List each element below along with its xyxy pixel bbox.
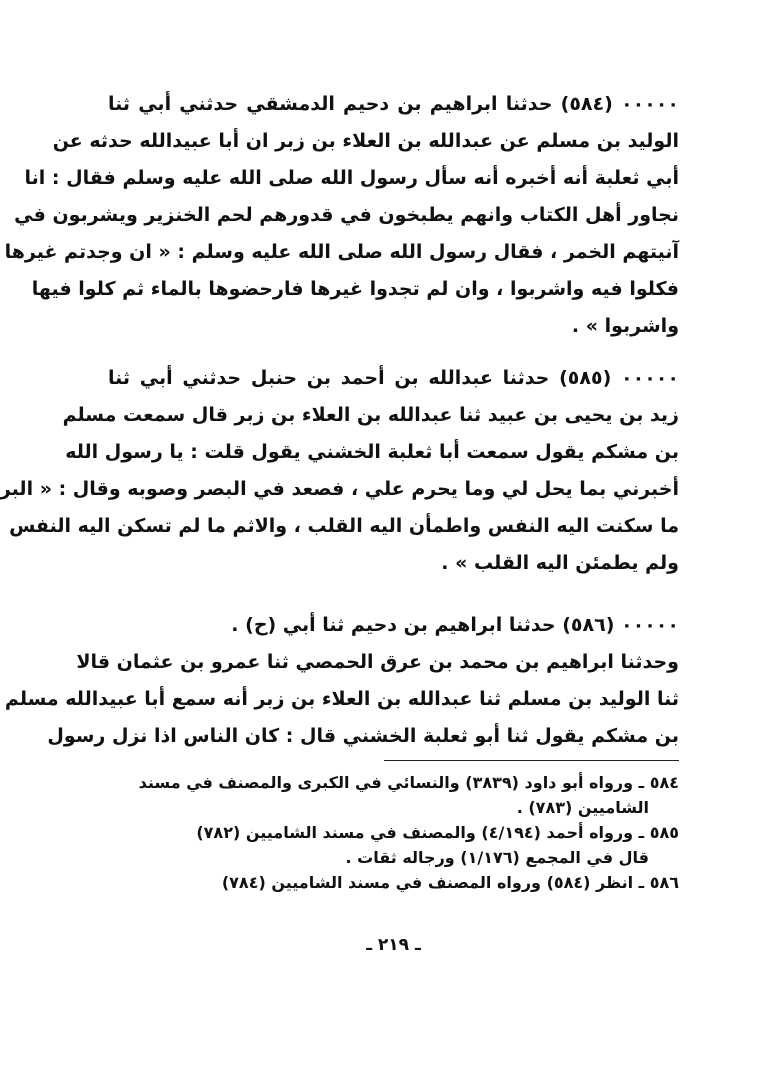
footnote-line: ٥٨٦ ـ انظر (٥٨٤) ورواه المصنف في مسند الشاميين (٧٨٤) [221,873,679,892]
text-line: ثنا الوليد بن مسلم ثنا عبدالله بن العلاء بن زبر أنه سمع أبا عبيدالله مسلم [4,688,679,710]
text-line: الوليد بن مسلم عن عبدالله بن العلاء بن زبر ان أبا عبيدالله حدثه عن [52,130,679,152]
text-line: زيد بن يحيى بن عبيد ثنا عبدالله بن العلاء بن زبر قال سمعت مسلم [62,404,679,426]
text-line: ما سكنت اليه النفس واطمأن اليه القلب ، والاثم ما لم تسكن اليه النفس [9,515,679,537]
footnote-line: ٥٨٤ ـ ورواه أبو داود (٣٨٣٩) والنسائي في الكبرى والمصنف في مسند [138,773,679,792]
text-line: آنيتهم الخمر ، فقال رسول الله صلى الله عليه وسلم : « ان وجدتم غيرها [4,241,679,263]
text-line: ۰۰۰۰۰ (٥٨٥) حدثنا عبدالله بن أحمد بن حنبل حدثني أبي ثنا [108,367,679,389]
text-line: نجاور أهل الكتاب وانهم يطبخون في قدورهم لحم الخنزير ويشربون في [14,204,679,226]
footnote-line: قال في المجمع (١/١٧٦) ورجاله ثقات . [345,848,649,867]
footnote-divider [384,760,679,761]
text-line: أخبرني بما يحل لي وما يحرم علي ، فصعد في البصر وصوبه وقال : « البر [0,478,679,500]
footnote-line: ٥٨٥ ـ ورواه أحمد (٤/١٩٤) والمصنف في مسند الشاميين (٧٨٢) [196,823,679,842]
text-line: ۰۰۰۰۰ (٥٨٦) حدثنا ابراهيم بن دحيم ثنا أبي (ح) . [231,614,679,636]
text-line: ولم يطمئن اليه القلب » . [441,552,679,574]
text-line: فكلوا فيه واشربوا ، وان لم تجدوا غيرها فارحضوها بالماء ثم كلوا فيها [31,278,679,300]
text-line: وحدثنا ابراهيم بن محمد بن عرق الحمصي ثنا عمرو بن عثمان قالا [76,651,679,673]
footnote-line: الشاميين (٧٨٣) . [516,798,649,817]
text-line: ۰۰۰۰۰ (٥٨٤) حدثنا ابراهيم بن دحيم الدمشقي حدثني أبي ثنا [108,93,679,115]
page-number: ـ ٢١٩ ـ [366,935,421,955]
text-line: بن مشكم يقول سمعت أبا ثعلبة الخشني يقول قلت : يا رسول الله [65,441,679,463]
text-line: بن مشكم يقول ثنا أبو ثعلبة الخشني قال : كان الناس اذا نزل رسول [47,725,679,747]
text-line: واشربوا » . [571,315,679,337]
text-line: أبي ثعلبة أنه أخبره أنه سأل رسول الله صلى الله عليه وسلم فقال : انا [24,167,679,189]
